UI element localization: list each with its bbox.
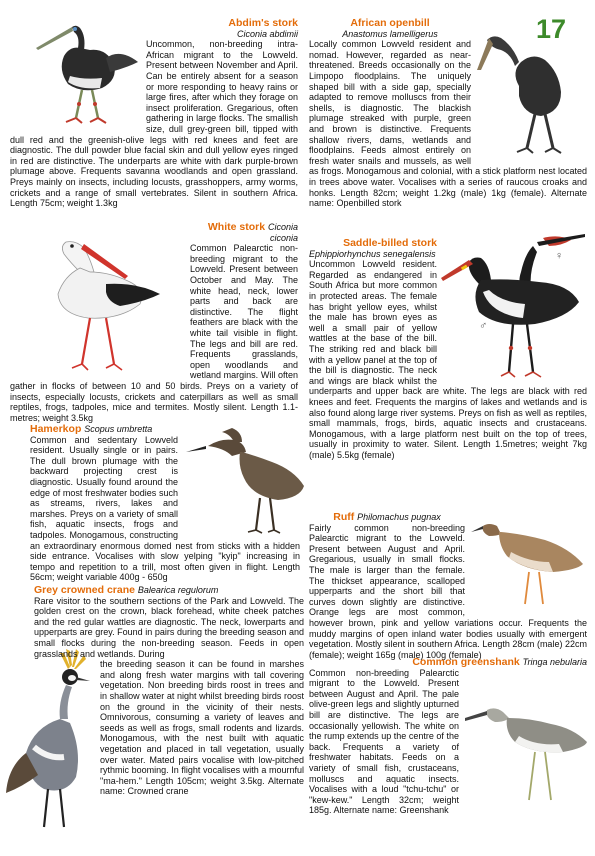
grey-crowned-crane-illustration — [4, 647, 96, 829]
common-greenshank-illustration — [463, 694, 589, 806]
abdims-stork-illustration — [10, 18, 142, 130]
entry-title: Hamerkop Scopus umbretta — [30, 423, 153, 435]
entry-title: White stork Ciconia ciconia — [207, 221, 298, 243]
entry-title: Common greenshank Tringa nebularia — [412, 656, 587, 668]
scientific-name: Ephippiorhynchus senegalensis — [309, 248, 436, 259]
scientific-name: Scopus umbretta — [84, 424, 153, 434]
entry-hamerkop — [30, 424, 300, 583]
entry-african-openbill — [309, 18, 587, 209]
male-symbol: ♂ — [479, 320, 488, 332]
saddle-billed-stork-illustration — [439, 232, 587, 380]
ruff-illustration — [469, 512, 587, 608]
entry-title: African openbill — [350, 17, 430, 29]
entry-text: Uncommon, non-breeding intra-African migrant to the Lowveld. Present between November and April. Can be entirely absent for a season or more responding to heavy rains or large fires, after which they forage on insect proliferation. Gregarious, often gathering in large flocks. The smallish size, dull grey-green bill, tipped with dull red and the greenish-olive legs with red knees and feet are diagnostic. The dull powder blue facial skin and dull yellow eyes ringed in red are distinctive. The underparts are white with dark purple-brown plumage above. Frequents savanna woodlands and open grassland. Preys mainly on insects, including locusts, grasshoppers, army worms, crickets and a range of small vertebrates. Silent in southern Africa. Length 75cm; weight 1.3kg — [10, 39, 298, 209]
entry-text: Fairly common non-breeding Palearctic migrant to the Lowveld. Present between August and April. Gregarious, usually in small flocks. The male is larger than the female. The thickset appearance, scalloped upperparts and the short bill that curves down slightly are distinctive. Orange legs are most common, however brown, pink and yellow variations occur. Frequents the muddy margins of open inland water bodies usually with emergent vegetation. Mostly silent in southern Africa. Length 28cm (male) 22cm (female); weight 165g (male) 100g (female) — [309, 522, 587, 660]
entry-common-greenshank — [309, 657, 587, 816]
entry-text: Common and sedentary Lowveld resident. Usually single or in pairs. The dull brown plumage with the backward projecting crest is diagnostic. Usually found around the edge of most freshwater bodies such as streams, rivers, lakes and marshes. Preys on a variety of small fish, aquatic insects, frogs and tadpoles. Monogamous, constructing an extraordinary enormous domed nest from sticks with a hidden side entrance. Vocalises with slow yelping "kyip" increasing in tempo and repetition to a trill, most often given in flight. Length 56cm; weight variable 400g - 650g — [30, 434, 300, 583]
entry-text: Locally common Lowveld resident and nomad. However, regarded as near-threatened. Breeds occasionally on the Limpopo floodplains. The uniquely shaped bill with a side gap, specially adapted to remove molluscs from their shells, is diagnostic. The blackish plumage streaked with purple, green and brown is distinctive. Frequents shallow rivers, dams, wetlands and floodplains. Feeds almost entirely on fresh water snails and mussels, as well as frogs. Monogamous and colonial, with a stick platform nest located in trees above water. Vocalises with a series of raucous croaks and honks. Length 82cm; weight 1.2kg (male) 1kg (female). Alternate name: Openbilled stork — [309, 39, 587, 209]
scientific-name: Tringa nebularia — [522, 657, 587, 667]
entry-title: Grey crowned crane Balearica regulorum — [34, 584, 219, 596]
entry-text: Rare visitor to the southern sections of the Park and Lowveld. The golden crest on the crown, black forehead, white cheek patches and the red gular wattles are diagnostic. The neck, lowerparts and upperparts are grey. Found in pairs during the breeding season and small flocks during the non-breeding season. Feeds in open grasslands and wetlands. During — [34, 595, 304, 659]
entry-grey-crowned-crane — [34, 585, 304, 829]
entry-text: the breeding season it can be found in marshes and along fresh water margins with tall covering vegetation. Non breeding birds roost in trees and in shallow water at night whilst breeding birds roost on the ground in the vicinity of their nests. Omnivorous, consuming a variety of leaves and seeds as well as frogs, small rodents and lizards. Monogamous, with the nest built with aquatic vegetation and placed in tall vegetation, usually over water. Mated pairs vocalise with low-pitched rythmic booming. In flight vocalises with a mournful "ma-hem." Length 105cm; weight 3.5kg. Alternate name: Crowned crane — [100, 659, 304, 797]
entry-title: Abdim's stork — [228, 17, 298, 29]
entry-saddle-billed-stork — [309, 238, 587, 460]
entry-ruff — [309, 512, 587, 660]
entry-title: Saddle-billed stork — [343, 237, 437, 249]
entry-abdims-stork — [10, 18, 298, 209]
entry-text: Uncommon Lowveld resident. Regarded as endangered in South Africa but more common in protected areas. The female has bright yellow eyes, whilst the male has brown eyes as well a small pair of yellow wattles at the base of the bill. The striking red and black bill with a yellow panel at the top of the bill is diagnostic. The neck and wings are black whilst the underparts and upper back are white. The legs are black with red knees and feet. Frequents the margins of lakes and wetlands and is also found along large river systems. Preys on fish as well as reptiles, small mammals, frogs, birds, aquatic insects and crustaceans. Monogamous, with a large platform nest built on the top of trees, usually in proximity to water. Silent. Length 1.5metres; weight 7kg (male) 5.5kg (female) — [309, 259, 587, 460]
scientific-name: Ciconia abdimii — [236, 28, 298, 39]
scientific-name: Balearica regulorum — [137, 585, 219, 595]
entry-text: Common non-breeding Palearctic migrant to the Lowveld. Present between August and April. The pale olive-green legs and slightly upturned bill are distinctive. The legs are occasionally yellowish. The white on the rump extends up the centre of the back. Frequents a variety of freshwater habitats. Feeds on a variety of small fish, crustaceans, molluscs and aquatic insects. Vocalises with a loud "tchu-tchu" or "kew-kew." Length 32cm; weight 185g. Alternate name: Greenshank — [309, 667, 459, 816]
entry-text: Common Palearctic non-breeding migrant to the Lowveld. Present between October and May. The white head, neck, lower parts and back are distinctive. The flight feathers are black with the white tail visible in flight. The legs and bill are red. Frequents grasslands, open woodlands and wetland margins. Will often gather in flocks of between 10 and 50 birds. Preys on a variety of insects, especially locusts, crickets and caterpillars as well as small reptiles, frogs, tadpoles, mice and termites. Mostly silent. Length 1.1-metres; weight 3.5kg — [10, 243, 298, 423]
female-symbol: ♀ — [555, 250, 564, 262]
hamerkop-illustration — [182, 426, 308, 534]
white-stork-illustration — [10, 232, 186, 380]
scientific-name: Ciconia ciconia — [267, 222, 298, 243]
page-number: 17 — [536, 14, 567, 44]
scientific-name: Anastomus lamelligerus — [342, 28, 438, 39]
african-openbill-illustration — [475, 26, 587, 156]
entry-white-stork — [10, 222, 298, 423]
entry-title: Ruff Philomachus pugnax — [333, 511, 441, 523]
scientific-name: Philomachus pugnax — [357, 512, 441, 522]
